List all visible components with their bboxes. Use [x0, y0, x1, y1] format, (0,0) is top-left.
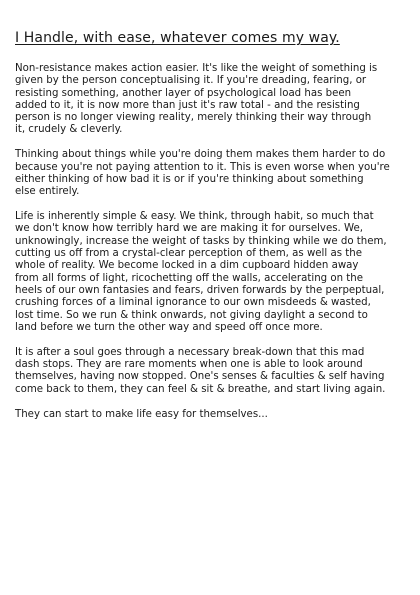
paragraph-life-simple: Life is inherently simple & easy. We think, through habit, so much that we don't know how terribly hard we are making it for ourselves. We, unknowingly, increase the weight of tasks by thinking while we do them, cutting us off from a crystal-clear perception of them, as well as the whole of reality. We become locked in a dim cupboard hidden away from all forms of light, ricochetting off the walls, accelerating on the heels of our own fantasies and fears, driven forwards by the perpeptual, crushing forces of a liminal ignorance to our own misdeeds & wasted, lost time. So we run & think onwards, not giving daylight a second to land before we turn the other way and speed off once more. — [15, 211, 387, 333]
document-title: I Handle, with ease, whatever comes my way. — [15, 30, 340, 46]
paragraph-thinking: Thinking about things while you're doing them makes them harder to do because you're not paying attention to it. This is even worse when you're either thinking of how bad it is or if you're thinking about something else entirely. — [15, 149, 390, 198]
paragraph-closing: They can start to make life easy for themselves... — [15, 408, 268, 420]
document-page — [15, 30, 415, 433]
paragraph-non-resistance: Non-resistance makes action easier. It's like the weight of something is given by the person conceptualising it. If you're dreading, fearing, or resisting something, another layer of psychological load has been added to it, it is now more than just it's raw total - and the resisting person is no longer viewing reality, merely thinking their way through it, crudely & cleverly. — [15, 63, 378, 136]
paragraph-break-down: It is after a soul goes through a necessary break-down that this mad dash stops. They are rare moments when one is able to look around themselves, having now stopped. One's senses & faculties & self having come back to them, they can feel & sit & breathe, and start living again. — [15, 346, 386, 395]
